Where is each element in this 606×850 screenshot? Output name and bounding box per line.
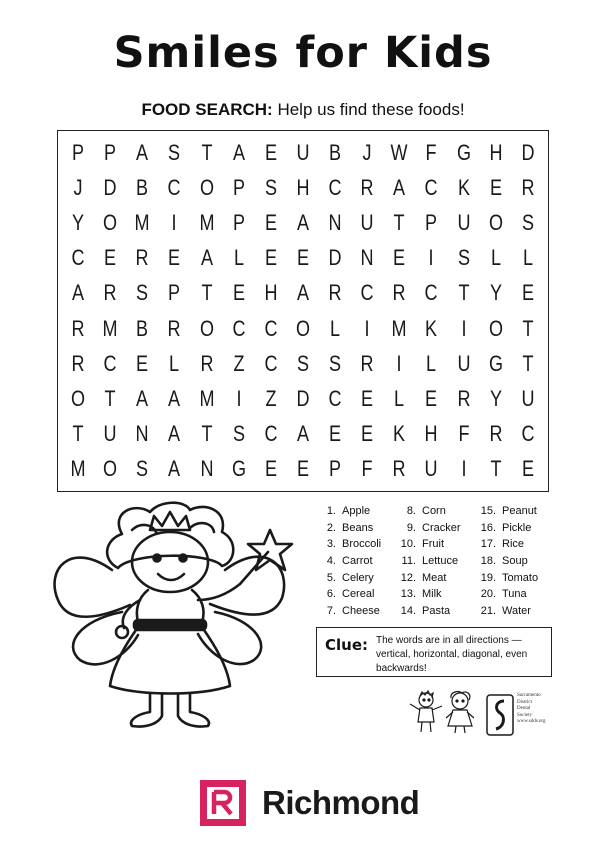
grid-letter: T — [522, 350, 534, 376]
grid-letter: K — [425, 315, 438, 341]
grid-letter: C — [425, 280, 439, 306]
grid-letter: R — [392, 280, 406, 306]
clue-box — [316, 627, 552, 677]
society-line: District — [517, 699, 532, 705]
grid-letter: E — [329, 421, 342, 447]
grid-letter: H — [264, 280, 278, 306]
grid-letter: M — [391, 315, 407, 341]
grid-letter: L — [330, 315, 341, 341]
word-list-item — [398, 605, 478, 622]
grid-letter: T — [522, 315, 534, 341]
word-text: Peanut — [502, 505, 537, 517]
word-list-item — [478, 588, 558, 605]
word-number: 6. — [326, 588, 336, 601]
grid-letter: N — [135, 421, 149, 447]
grid-letter: G — [488, 350, 503, 376]
word-list-item — [398, 505, 478, 522]
grid-letter: T — [104, 385, 116, 411]
word-text: Broccoli — [342, 538, 382, 551]
word-text: Cereal — [342, 588, 375, 601]
word-number: 21. — [480, 605, 496, 618]
word-number: 10. — [400, 538, 416, 551]
grid-letter: P — [425, 209, 438, 235]
page-title: Smiles for Kids — [113, 28, 493, 78]
grid-letter: O — [103, 209, 118, 235]
word-number: 7. — [326, 605, 336, 618]
word-number: 5. — [326, 571, 336, 584]
word-number: 4. — [326, 555, 336, 568]
grid-letter: F — [426, 139, 438, 165]
grid-letter: I — [429, 245, 435, 271]
grid-letter: I — [396, 350, 402, 376]
grid-letter: K — [457, 174, 470, 200]
grid-letter: N — [200, 456, 214, 482]
grid-letter: F — [458, 421, 470, 447]
grid-letter: O — [71, 385, 86, 411]
word-number: 11. — [401, 555, 416, 568]
word-list-item — [398, 572, 478, 589]
society-line: Sacramento — [517, 693, 541, 698]
grid-letter: Y — [72, 209, 85, 235]
word-text: Milk — [422, 588, 442, 601]
grid-letter: R — [360, 350, 374, 376]
word-text: Celery — [342, 571, 374, 584]
grid-letter: P — [168, 280, 181, 306]
richmond-logo-icon — [200, 780, 246, 826]
grid-letter: S — [232, 421, 245, 447]
word-list-item — [398, 588, 478, 605]
word-text: Cheese — [342, 605, 380, 618]
grid-letter: S — [521, 209, 534, 235]
grid-letter: S — [457, 245, 470, 271]
grid-letter: U — [521, 385, 535, 411]
grid-letter: P — [232, 209, 245, 235]
grid-letter: R — [521, 174, 535, 200]
word-list-item — [398, 555, 478, 572]
society-line: www.sdds.org — [517, 719, 546, 724]
word-list-item — [478, 522, 558, 539]
word-list-item — [318, 588, 398, 605]
word-number: 1. — [326, 505, 336, 517]
grid-letter: Y — [489, 385, 502, 411]
grid-letter: C — [264, 315, 278, 341]
grid-letter: S — [329, 350, 342, 376]
grid-letter: R — [360, 174, 374, 200]
grid-letter: R — [71, 350, 85, 376]
clue-text: The words are in all directions — vertical, horizontal, diagonal, even backwards! — [376, 635, 528, 674]
grid-letter: D — [521, 139, 535, 165]
grid-letter: R — [135, 245, 149, 271]
grid-letter: B — [136, 174, 149, 200]
word-number: 14. — [400, 605, 416, 618]
grid-letter: J — [73, 174, 83, 200]
grid-letter: E — [425, 385, 438, 411]
word-number: 20. — [480, 588, 496, 601]
grid-letter: U — [457, 209, 471, 235]
grid-letter: C — [71, 245, 85, 271]
grid-letter: E — [361, 385, 374, 411]
grid-letter: S — [136, 280, 149, 306]
grid-letter: A — [168, 421, 181, 447]
grid-letter: N — [360, 245, 374, 271]
grid-letter: I — [461, 456, 467, 482]
word-list-item — [318, 555, 398, 572]
grid-letter: S — [136, 456, 149, 482]
grid-letter: H — [425, 421, 439, 447]
grid-letter: Z — [233, 350, 245, 376]
word-list-item — [398, 538, 478, 555]
grid-letter: M — [102, 315, 118, 341]
grid-letter: T — [201, 139, 213, 165]
grid-letter: A — [72, 280, 85, 306]
word-text: Rice — [502, 538, 525, 551]
brand-name: Richmond — [262, 784, 420, 821]
grid-letter: G — [231, 456, 246, 482]
grid-letter: T — [201, 280, 213, 306]
word-number: 8. — [406, 505, 416, 517]
grid-letter: E — [264, 209, 277, 235]
word-list-item — [318, 572, 398, 589]
grid-letter: M — [199, 385, 215, 411]
grid-letter: P — [72, 139, 85, 165]
word-text: Cracker — [422, 521, 461, 534]
grid-letter: L — [169, 350, 180, 376]
grid-letter: E — [104, 245, 117, 271]
grid-letter: E — [264, 139, 277, 165]
grid-letter: O — [488, 315, 503, 341]
grid-letter: D — [296, 385, 310, 411]
word-text: Tomato — [502, 571, 539, 584]
word-text: Pasta — [422, 605, 451, 618]
subtitle-label: FOOD SEARCH: — [141, 100, 273, 119]
grid-letter: R — [392, 456, 406, 482]
word-list-item — [318, 538, 398, 555]
word-list-item — [318, 522, 398, 539]
grid-letter: O — [103, 456, 118, 482]
grid-letter: U — [425, 456, 439, 482]
word-list-item — [478, 555, 558, 572]
grid-letter: A — [168, 385, 181, 411]
grid-letter: I — [364, 315, 370, 341]
grid-letter: A — [232, 139, 245, 165]
grid-letter: P — [104, 139, 117, 165]
word-number: 3. — [326, 538, 336, 551]
word-text: Meat — [422, 571, 447, 584]
word-list-item — [398, 522, 478, 539]
grid-letter: O — [295, 315, 311, 341]
grid-letter: S — [168, 139, 181, 165]
grid-letter: D — [103, 174, 117, 200]
grid-letter: Y — [489, 280, 502, 306]
grid-letter: S — [264, 174, 277, 200]
word-text: Tuna — [502, 588, 527, 601]
word-list-item — [478, 605, 558, 622]
grid-letter: E — [264, 456, 277, 482]
grid-letter: U — [360, 209, 374, 235]
grid-letter: E — [393, 245, 406, 271]
grid-letter: A — [136, 385, 149, 411]
grid-letter: C — [328, 385, 342, 411]
grid-letter: E — [521, 280, 534, 306]
grid-letter: H — [489, 139, 503, 165]
society-text — [517, 693, 557, 726]
word-list-item — [478, 538, 558, 555]
grid-letter: M — [70, 456, 86, 482]
grid-letter: U — [296, 139, 310, 165]
word-text: Beans — [342, 521, 374, 534]
grid-letter: I — [236, 385, 242, 411]
grid-letter: M — [134, 209, 150, 235]
grid-letter: E — [296, 456, 310, 482]
word-list-item — [478, 572, 558, 589]
grid-letter: D — [328, 245, 342, 271]
word-number: 12. — [400, 571, 416, 584]
grid-letter: C — [232, 315, 246, 341]
grid-letter: E — [264, 245, 277, 271]
grid-letter: E — [168, 245, 181, 271]
society-line: Dental — [517, 706, 531, 711]
word-number: 16. — [480, 521, 496, 534]
grid-letter: A — [296, 280, 310, 306]
grid-letter: I — [461, 315, 467, 341]
grid-letter: J — [362, 139, 372, 165]
word-text: Apple — [342, 505, 371, 517]
word-number: 18. — [480, 555, 496, 568]
grid-letter: P — [232, 174, 245, 200]
grid-letter: T — [201, 421, 213, 447]
word-list — [318, 505, 553, 622]
word-text: Fruit — [422, 538, 444, 551]
grid-letter: T — [393, 209, 405, 235]
grid-letter: I — [171, 209, 177, 235]
grid-letter: M — [199, 209, 215, 235]
grid-letter: E — [296, 245, 310, 271]
grid-letter: S — [296, 350, 310, 376]
grid-letter: R — [457, 385, 471, 411]
grid-letter: E — [489, 174, 502, 200]
grid-letter: R — [489, 421, 503, 447]
word-search-grid — [57, 130, 549, 492]
grid-letter: W — [390, 139, 408, 165]
word-list-item — [318, 605, 398, 622]
grid-letter: C — [167, 174, 181, 200]
word-text: Water — [502, 605, 531, 618]
grid-letter: H — [296, 174, 310, 200]
subtitle-text: Help us find these foods! — [272, 100, 465, 119]
grid-letter: N — [328, 209, 342, 235]
grid-letter: T — [72, 421, 84, 447]
kids-cartoon-icon — [406, 690, 480, 735]
grid-letter: A — [296, 421, 310, 447]
grid-letter: R — [71, 315, 85, 341]
word-text: Soup — [502, 555, 528, 568]
grid-letter: C — [360, 280, 374, 306]
word-text: Pickle — [502, 521, 532, 534]
word-list-item — [478, 505, 558, 522]
brand-footer — [200, 780, 460, 826]
grid-letter: C — [521, 421, 535, 447]
grid-letter: R — [103, 280, 117, 306]
word-number: 9. — [406, 521, 416, 534]
grid-letter: R — [328, 280, 342, 306]
grid-letter: U — [103, 421, 117, 447]
grid-letter: G — [456, 139, 471, 165]
word-number: 2. — [326, 521, 336, 534]
grid-letter: A — [136, 139, 149, 165]
grid-letter: A — [296, 209, 310, 235]
society-line: Society — [517, 712, 532, 718]
grid-letter: L — [490, 245, 501, 271]
page-subtitle — [0, 100, 606, 120]
word-text: Carrot — [342, 555, 373, 568]
grid-letter: B — [136, 315, 149, 341]
grid-letter: B — [329, 139, 342, 165]
grid-letter: U — [457, 350, 471, 376]
grid-letter: Z — [265, 385, 277, 411]
grid-letter: L — [426, 350, 437, 376]
grid-letter: L — [394, 385, 405, 411]
grid-letter: O — [199, 174, 214, 200]
grid-letter: O — [488, 209, 503, 235]
grid-letter: P — [329, 456, 342, 482]
grid-letter: K — [393, 421, 406, 447]
grid-letter: E — [521, 456, 534, 482]
grid-letter: O — [199, 315, 214, 341]
grid-letter: E — [361, 421, 374, 447]
grid-letter: R — [200, 350, 214, 376]
grid-letter: A — [393, 174, 406, 200]
grid-letter: E — [136, 350, 149, 376]
clue-label: Clue: — [325, 636, 369, 654]
grid-letter: L — [233, 245, 244, 271]
grid-letter: C — [264, 421, 278, 447]
word-text: Lettuce — [422, 555, 459, 568]
grid-letter: C — [328, 174, 342, 200]
grid-letter: T — [458, 280, 470, 306]
grid-letter: E — [232, 280, 245, 306]
tooth-fairy-illustration — [40, 500, 315, 740]
grid-letter: A — [200, 245, 213, 271]
grid-letter: L — [522, 245, 533, 271]
word-list-item — [318, 505, 398, 522]
word-number: 19. — [480, 571, 496, 584]
grid-letter: C — [264, 350, 278, 376]
grid-letter: R — [167, 315, 181, 341]
grid-letter: A — [168, 456, 181, 482]
word-number: 13. — [400, 588, 416, 601]
word-number: 17. — [480, 538, 496, 551]
word-number: 15. — [480, 505, 496, 517]
grid-letter: C — [425, 174, 439, 200]
grid-letter: F — [361, 456, 373, 482]
grid-letter: C — [103, 350, 117, 376]
word-text: Corn — [422, 505, 446, 517]
grid-letter: T — [490, 456, 502, 482]
